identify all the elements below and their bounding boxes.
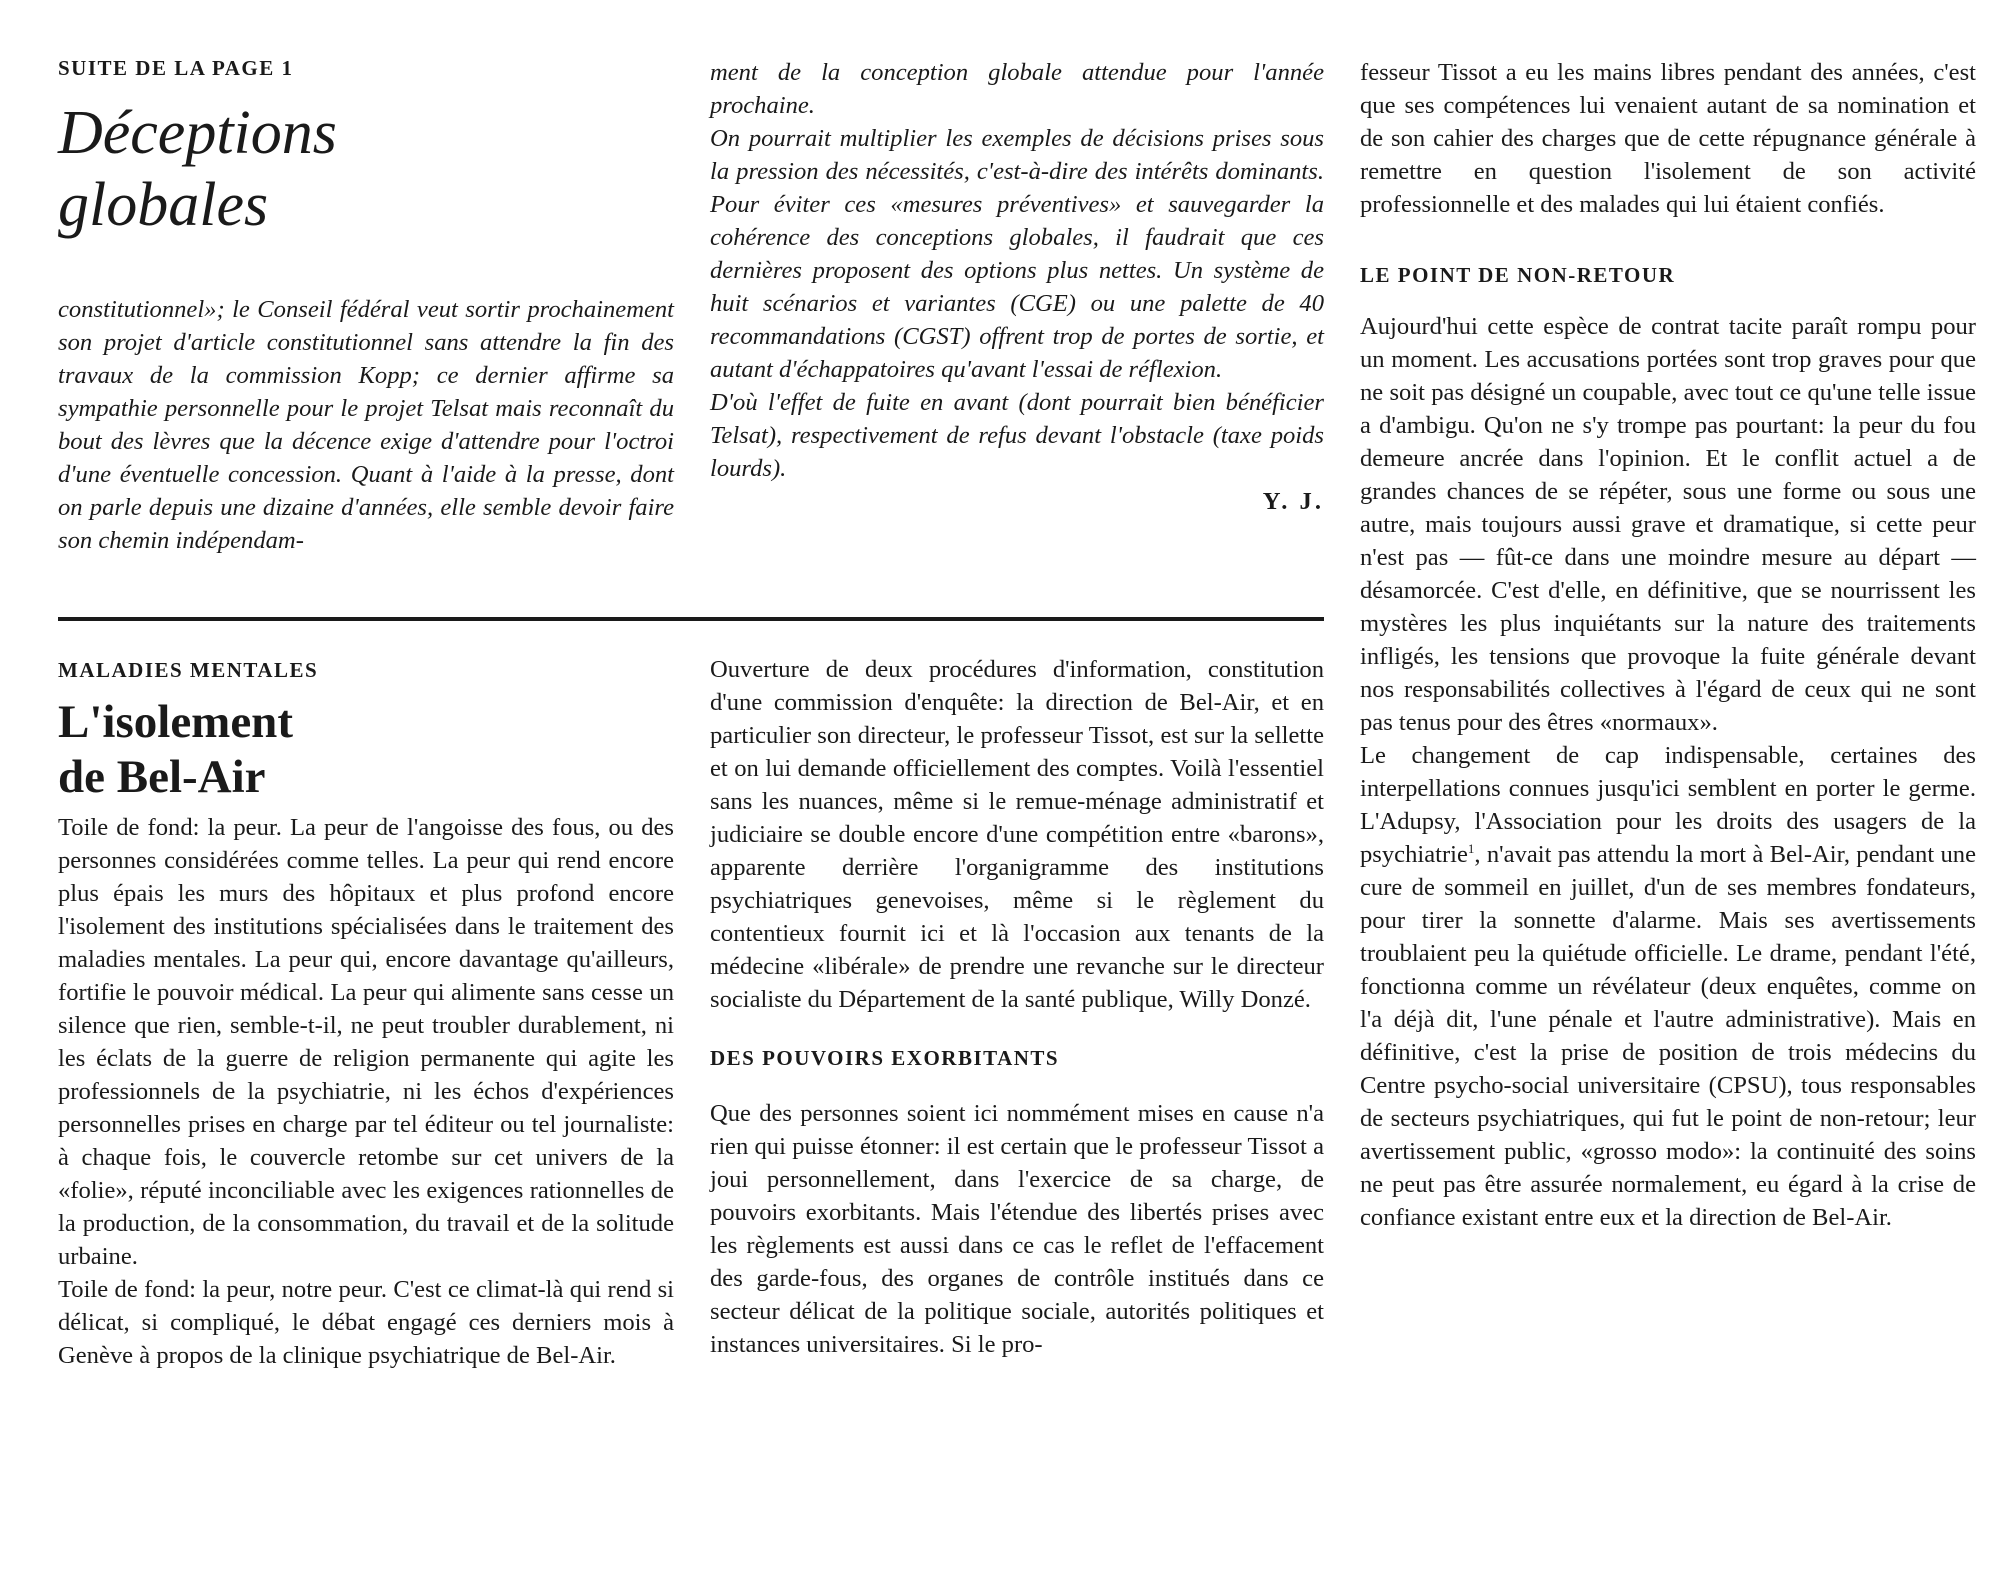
- article2-col3-p1: fesseur Tissot a eu les mains libres pendant des années, c'est que ses compétences lui venaient autant de sa nomination et de son cahier des charges que de cette répugnance générale à remettre en question l'isolement de son activité professionnelle et des malades qui lui étaient confiés.: [1360, 59, 1976, 218]
- article2-subhead-pouvoirs: DES POUVOIRS EXORBITANTS: [710, 1046, 1060, 1070]
- article2-subhead-non-retour: LE POINT DE NON-RETOUR: [1360, 263, 1676, 287]
- article2-kicker: MALADIES MENTALES: [58, 658, 319, 682]
- article1-col2-p1: ment de la conception globale attendue pour l'année prochaine.: [710, 59, 1324, 119]
- article1-title-line1: Déceptions: [58, 99, 337, 167]
- article2-col3-p3a: Le changement de cap indispensable, certaines des interpellations connues jusqu'ici semblent en porter le germe. L'Adupsy, l'Association pour les droits des usagers de la psychiatrie: [1360, 742, 1976, 868]
- article1-title: [58, 97, 674, 241]
- footnote-mark: 1: [1467, 840, 1475, 856]
- article1-col2: [710, 56, 1324, 518]
- article2-col1: [58, 654, 674, 1372]
- article1-col1: [58, 52, 674, 557]
- article1-kicker: SUITE DE LA PAGE 1: [58, 56, 294, 80]
- article2-col3-p3: [1360, 739, 1976, 1234]
- article2-col1-p1: Toile de fond: la peur. La peur de l'angoisse des fous, ou des personnes considérées comme telles. La peur qui rend encore plus épais les murs des hôpitaux et plus profond encore l'isolement des institutions spécialisées dans le traitement des maladies mentales. La peur qui, encore davantage qu'ailleurs, fortifie le pouvoir médical. La peur qui alimente sans cesse un silence que rien, semble-t-il, ne peut troubler durablement, ni les éclats de la guerre de religion permanente qui agite les professionnels de la psychiatrie, ni les échos d'expériences personnelles prises en charge par tel éditeur ou tel journaliste: à chaque fois, le couvercle retombe sur cet univers de la «folie», réputé inconciliable avec les exigences rationnelles de la production, de la consommation, du travail et de la solitude urbaine.: [58, 814, 674, 1270]
- article1-signature: Y. J.: [1262, 488, 1324, 515]
- article1-col2-p2: On pourrait multiplier les exemples de décisions prises sous la pression des nécessités, c'est-à-dire des intérêts dominants. Pour éviter ces «mesures préventives» et sauvegarder la cohérence des conceptions globales, il faudrait que ces dernières proposent des options plus nettes. Un système de huit scénarios et variantes (CGE) ou une palette de 40 recommandations (CGST) offrent trop de portes de sortie, et autant d'échappatoires qu'avant l'essai de réflexion.: [710, 125, 1324, 383]
- article2-col1-p2: Toile de fond: la peur, notre peur. C'est ce climat-là qui rend si délicat, si compliqué, le débat engagé ces derniers mois à Genève à propos de la clinique psychiatrique de Bel-Air.: [58, 1276, 674, 1369]
- article2-col3-p2: Aujourd'hui cette espèce de contrat tacite paraît rompu pour un moment. Les accusations portées sont trop graves pour que ne soit pas désigné un coupable, avec tout ce qu'une telle issue a d'ambigu. Qu'on ne s'y trompe pas pourtant: la peur du fou demeure ancrée dans l'opinion. Et le conflit actuel a de grandes chances de se répéter, sous une forme ou sous une autre, mais toujours aussi grave et dramatique, si cette peur n'est pas — fût-ce dans une moindre mesure au départ — désamorcée. C'est d'elle, en définitive, que se nourrissent les mystères les plus inquiétants sur la nature des traitements infligés, les tensions que provoque la fuite générale devant nos responsabilités collectives à l'égard de ceux qui ne sont pas tenus pour des êtres «normaux».: [1360, 313, 1976, 736]
- article1-col1-text: constitutionnel»; le Conseil fédéral veut sortir prochainement son projet d'article constitutionnel sans attendre la fin des travaux de la commission Kopp; ce dernier affirme sa sympathie personnelle pour le projet Telsat mais reconnaît du bout des lèvres que la décence exige d'attendre pour l'octroi d'une éventuelle concession. Quant à l'aide à la presse, dont on parle depuis une dizaine d'années, elle semble devoir faire son chemin indépendam-: [58, 296, 674, 554]
- article2-col3-p3b: , n'avait pas attendu la mort à Bel-Air, pendant une cure de sommeil en juillet, d'un de ses membres fondateurs, pour tirer la sonnette d'alarme. Mais ses avertissements troublaient peu la quiétude officielle. Le drame, pendant l'été, fonctionna comme un révélateur (deux enquêtes, comme on l'a déjà dit, l'une pénale et l'autre administrative). Mais en définitive, c'est la prise de position de trois médecins du Centre psycho-social universitaire (CPSU), tous responsables de secteurs psychiatriques, qui fut le point de non-retour; leur avertissement public, «grosso modo»: la continuité des soins ne peut pas être assurée normalement, eu égard à la crise de confiance existant entre eux et la direction de Bel-Air.: [1360, 841, 1976, 1231]
- article2-title: [58, 695, 674, 805]
- article-divider: [58, 617, 1324, 621]
- article1-col2-p3: D'où l'effet de fuite en avant (dont pourrait bien bénéficier Telsat), respectivement de refus devant l'obstacle (taxe poids lourds).: [710, 389, 1324, 482]
- article2-title-line2: de Bel-Air: [58, 751, 266, 803]
- article2-title-line1: L'isolement: [58, 696, 293, 748]
- article1-title-line2: globales: [58, 171, 269, 239]
- article2-col2-p1: Ouverture de deux procédures d'information, constitution d'une commission d'enquête: la direction de Bel-Air, et en particulier son directeur, le professeur Tissot, est sur la sellette et on lui demande officiellement des comptes. Voilà l'essentiel sans les nuances, même si le remue-ménage administratif et judiciaire se double encore d'une compétition entre «barons», apparente derrière l'organigramme des institutions psychiatriques genevoises, même si le règlement du contentieux fournit ici et là l'occasion aux tenants de la médecine «libérale» de prendre une revanche sur le directeur socialiste du Département de la santé publique, Willy Donzé.: [710, 656, 1324, 1013]
- article2-col2: [710, 653, 1324, 1361]
- article2-col2-p2: Que des personnes soient ici nommément mises en cause n'a rien qui puisse étonner: il est certain que le professeur Tissot a joui personnellement, dans l'exercice de sa charge, de pouvoirs exorbitants. Mais l'étendue des libertés prises avec les règlements est aussi dans ce cas le reflet de l'effacement des garde-fous, des organes de contrôle institués dans ce secteur délicat de la politique sociale, autorités politiques et instances universitaires. Si le pro-: [710, 1100, 1324, 1358]
- article2-col3: [1360, 56, 1976, 1234]
